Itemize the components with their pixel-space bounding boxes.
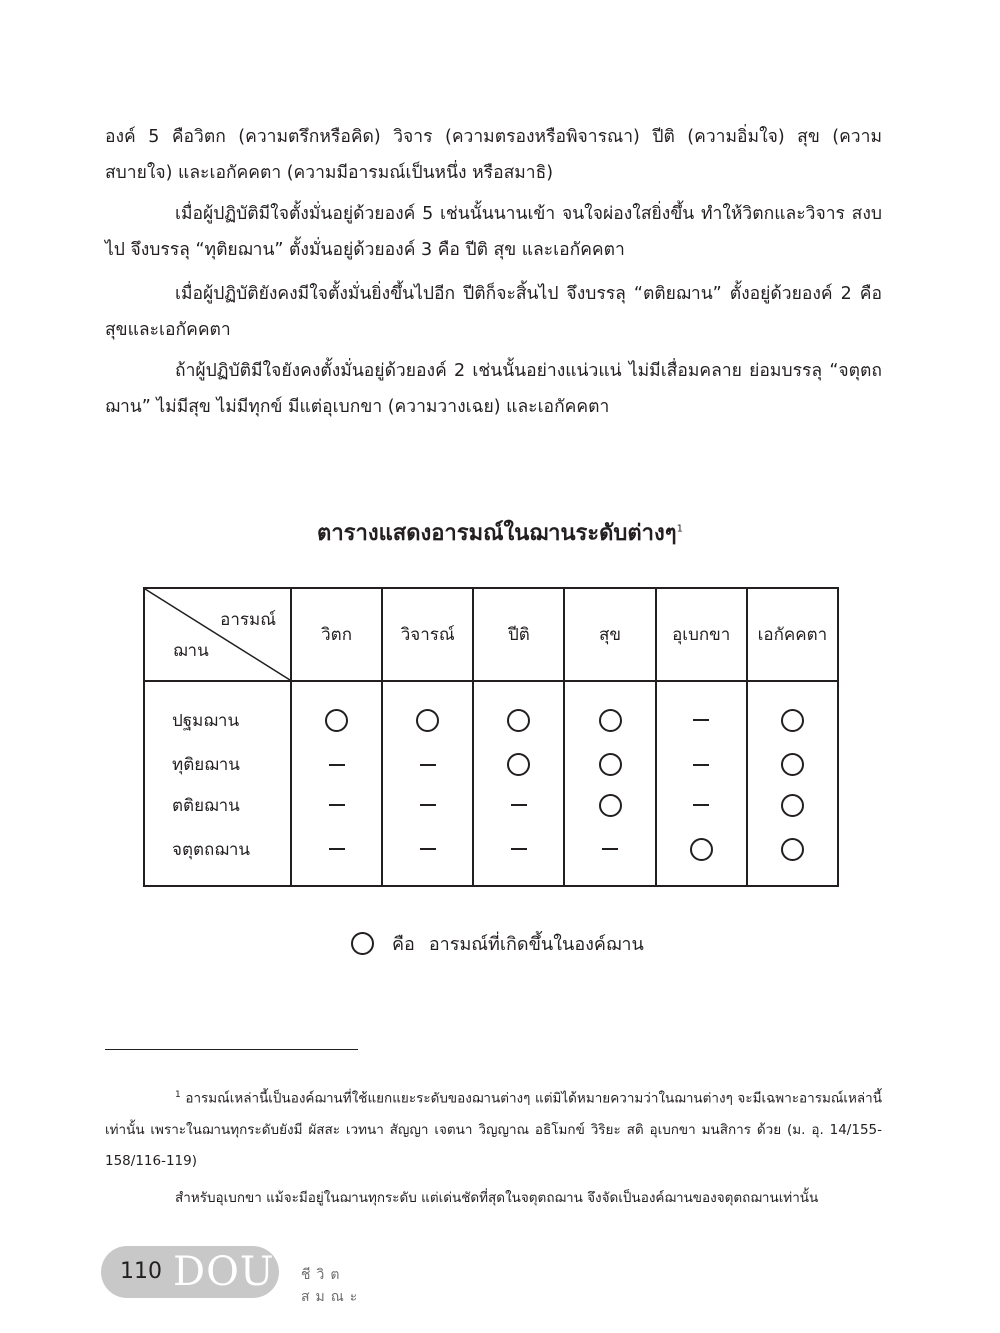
table-cell — [564, 681, 655, 744]
table-title-text: ตารางแสดงอารมณ์ในฌานระดับต่างๆ — [317, 521, 677, 546]
table-cell — [747, 785, 838, 826]
page-footer — [101, 1246, 364, 1305]
footnote-mark: 1 — [175, 1090, 181, 1100]
row-header-jhana: ปฐมฌาน — [144, 681, 291, 744]
footnote-ref: 1 — [676, 523, 683, 535]
table-legend — [351, 929, 644, 958]
table-cell — [473, 681, 564, 744]
table-row — [144, 785, 838, 826]
table-cell — [656, 681, 747, 744]
table-body — [144, 681, 838, 886]
row-header-jhana: ทุติยฌาน — [144, 744, 291, 785]
column-header: สุข — [564, 588, 655, 681]
table-cell — [656, 785, 747, 826]
table-title — [0, 515, 1000, 550]
footnote-1-text: อารมณ์เหล่านี้เป็นองค์ฌานที่ใช้แยกแยะระดับของฌานต่างๆ แต่มิได้หมายความว่าในฌานต่างๆ จะมีเฉพาะอารมณ์เหล่านี้เท่านั้น เพราะในฌานทุกระดับยังมี ผัสสะ เวทนา สัญญา เจตนา วิญญาณ อธิโมกข์ วิริยะ สติ อุเบกขา มนสิการ ด้วย (ม. อุ. 14/155-158/116-119) — [105, 1090, 882, 1169]
corner-header-cell — [144, 588, 291, 681]
table-cell — [473, 826, 564, 886]
table-cell — [291, 744, 382, 785]
circle-icon — [507, 753, 530, 776]
circle-icon — [325, 709, 348, 732]
corner-label-emotion: อารมณ์ — [220, 610, 276, 630]
footnote-1 — [105, 1080, 882, 1177]
table-cell — [382, 681, 473, 744]
table-cell — [291, 681, 382, 744]
table-cell — [656, 744, 747, 785]
column-header: วิตก — [291, 588, 382, 681]
book-title: ชีวิตสมณะ — [301, 1267, 364, 1305]
body-paragraph-2: เมื่อผู้ปฏิบัติมีใจตั้งมั่นอยู่ด้วยองค์ 5 เช่นนั้นนานเข้า จนใจผ่องใสยิ่งขึ้น ทำให้วิตกและวิจาร สงบไป จึงบรรลุ “ทุติยฌาน” ตั้งมั่นอยู่ด้วยองค์ 3 คือ ปีติ สุข และเอกัคคตา — [105, 204, 882, 260]
dash-icon — [693, 719, 709, 721]
row-header-jhana: จตุตถฌาน — [144, 826, 291, 886]
column-header: อุเบกขา — [656, 588, 747, 681]
page-number: 110 — [120, 1259, 162, 1284]
legend-keyword: คือ — [392, 934, 415, 955]
circle-icon — [781, 838, 804, 861]
circle-icon — [416, 709, 439, 732]
circle-icon — [599, 709, 622, 732]
dash-icon — [511, 804, 527, 806]
dash-icon — [420, 848, 436, 850]
circle-icon — [781, 794, 804, 817]
dash-icon — [602, 848, 618, 850]
body-paragraph-3: เมื่อผู้ปฏิบัติยังคงมีใจตั้งมั่นยิ่งขึ้นไปอีก ปีติก็จะสิ้นไป จึงบรรลุ “ตติยฌาน” ตั้งอยู่ด้วยองค์ 2 คือ สุขและเอกัคคตา — [105, 284, 882, 340]
footnote-divider — [105, 1049, 358, 1050]
dash-icon — [693, 764, 709, 766]
legend-text: อารมณ์ที่เกิดขึ้นในองค์ฌาน — [428, 934, 644, 955]
corner-label-jhana: ฌาน — [173, 641, 209, 661]
brand-logo-text: DOU — [173, 1249, 275, 1295]
table-header-row — [144, 588, 838, 681]
table-cell — [564, 744, 655, 785]
dash-icon — [329, 848, 345, 850]
table-cell — [382, 744, 473, 785]
table-row — [144, 826, 838, 886]
dash-icon — [511, 848, 527, 850]
table-cell — [473, 744, 564, 785]
dash-icon — [693, 804, 709, 806]
table-cell — [747, 826, 838, 886]
table-cell — [564, 785, 655, 826]
table-cell — [382, 785, 473, 826]
column-header: เอกัคคตา — [747, 588, 838, 681]
circle-icon — [781, 709, 804, 732]
body-paragraph-1: องค์ 5 คือวิตก (ความตรึกหรือคิด) วิจาร (ความตรองหรือพิจารณา) ปีติ (ความอิ่มใจ) สุข (ความสบายใจ) และเอกัคคตา (ความมีอารมณ์เป็นหนึ่ง หรือสมาธิ) — [105, 127, 882, 183]
circle-icon — [507, 709, 530, 732]
jhana-table — [143, 587, 839, 887]
circle-icon — [351, 932, 374, 955]
page-number-badge — [101, 1246, 279, 1298]
column-header: ปีติ — [473, 588, 564, 681]
row-header-jhana: ตติยฌาน — [144, 785, 291, 826]
table-row — [144, 681, 838, 744]
column-header: วิจารณ์ — [382, 588, 473, 681]
diagonal-divider — [145, 589, 290, 680]
table-cell — [564, 826, 655, 886]
table-cell — [291, 826, 382, 886]
circle-icon — [781, 753, 804, 776]
table-cell — [473, 785, 564, 826]
circle-icon — [599, 753, 622, 776]
footnote-2: สำหรับอุเบกขา แม้จะมีอยู่ในฌานทุกระดับ แต่เด่นชัดที่สุดในจตุตถฌาน จึงจัดเป็นองค์ฌานของจตุตถฌานเท่านั้น — [175, 1190, 819, 1206]
table-cell — [747, 744, 838, 785]
body-paragraph-4: ถ้าผู้ปฏิบัติมีใจยังคงตั้งมั่นอยู่ด้วยองค์ 2 เช่นนั้นอย่างแน่วแน่ ไม่มีเสื่อมคลาย ย่อมบรรลุ “จตุตถฌาน” ไม่มีสุข ไม่มีทุกข์ มีแต่อุเบกขา (ความวางเฉย) และเอกัคคตา — [105, 361, 882, 417]
circle-icon — [690, 838, 713, 861]
table-cell — [656, 826, 747, 886]
dash-icon — [420, 764, 436, 766]
table-row — [144, 744, 838, 785]
dash-icon — [420, 804, 436, 806]
table-cell — [747, 681, 838, 744]
dash-icon — [329, 764, 345, 766]
dash-icon — [329, 804, 345, 806]
circle-icon — [599, 794, 622, 817]
table-cell — [382, 826, 473, 886]
table-cell — [291, 785, 382, 826]
